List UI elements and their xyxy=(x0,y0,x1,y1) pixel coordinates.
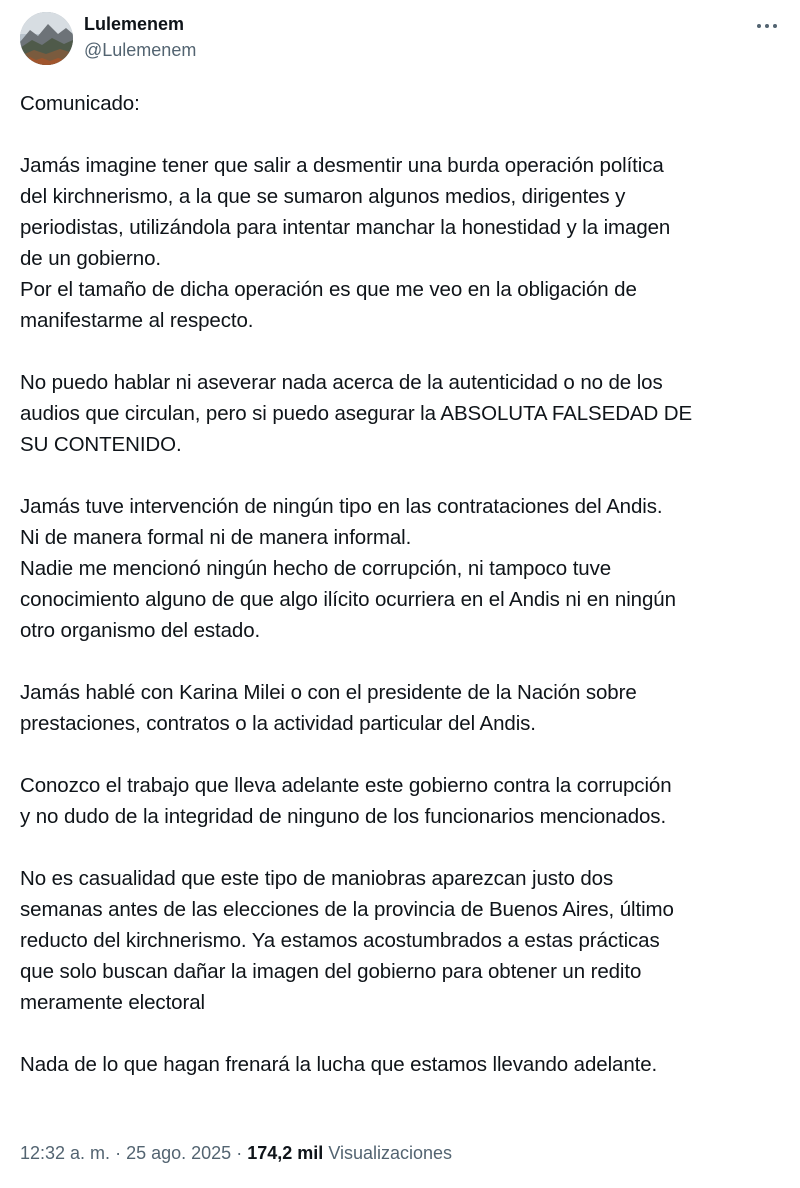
tweet-header xyxy=(20,12,786,68)
tweet-line: que solo buscan dañar la imagen del gobierno para obtener un redito xyxy=(20,960,642,983)
meta-separator: · xyxy=(115,1143,122,1163)
tweet-paragraph xyxy=(20,770,786,832)
tweet-time[interactable]: 12:32 a. m. xyxy=(20,1143,111,1163)
tweet-line: No puedo hablar ni aseverar nada acerca de la autenticidad o no de los xyxy=(20,371,663,394)
views-label: Visualizaciones xyxy=(328,1143,453,1163)
tweet-paragraph xyxy=(20,677,786,739)
author-display-name[interactable]: Lulemenem xyxy=(84,14,185,34)
tweet-line: audios que circulan, pero si puedo asegurar la ABSOLUTA FALSEDAD DE xyxy=(20,402,693,425)
meta-separator: · xyxy=(236,1143,243,1163)
tweet-line: Conozco el trabajo que lleva adelante este gobierno contra la corrupción xyxy=(20,774,672,797)
views-count: 174,2 mil xyxy=(247,1143,324,1163)
tweet-date[interactable]: 25 ago. 2025 xyxy=(126,1143,232,1163)
tweet-line: y no dudo de la integridad de ninguno de los funcionarios mencionados. xyxy=(20,805,667,828)
tweet-line: meramente electoral xyxy=(20,991,205,1014)
tweet-line: otro organismo del estado. xyxy=(20,619,261,642)
mountain-landscape-icon xyxy=(20,12,73,65)
tweet-line: Nada de lo que hagan frenará la lucha que estamos llevando adelante. xyxy=(20,1053,658,1076)
tweet-line: No es casualidad que este tipo de maniobras aparezcan justo dos xyxy=(20,867,614,890)
tweet-line: Ni de manera formal ni de manera informal. xyxy=(20,526,412,549)
tweet-line: SU CONTENIDO. xyxy=(20,433,182,456)
tweet-text xyxy=(20,88,786,1111)
more-horizontal-icon[interactable] xyxy=(754,16,780,36)
tweet-line: semanas antes de las elecciones de la provincia de Buenos Aires, último xyxy=(20,898,674,921)
tweet-paragraph xyxy=(20,863,786,1018)
tweet-paragraph xyxy=(20,150,786,336)
tweet-line: Jamás hablé con Karina Milei o con el presidente de la Nación sobre xyxy=(20,681,637,704)
tweet-paragraph xyxy=(20,88,786,119)
tweet-line: del kirchnerismo, a la que se sumaron algunos medios, dirigentes y xyxy=(20,185,626,208)
author-handle[interactable]: @Lulemenem xyxy=(84,40,197,60)
tweet-meta xyxy=(20,1141,452,1165)
tweet-line: reducto del kirchnerismo. Ya estamos acostumbrados a estas prácticas xyxy=(20,929,660,952)
tweet-line: periodistas, utilizándola para intentar manchar la honestidad y la imagen xyxy=(20,216,671,239)
tweet-line: Jamás imagine tener que salir a desmentir una burda operación política xyxy=(20,154,664,177)
tweet-line: manifestarme al respecto. xyxy=(20,309,254,332)
tweet-line: prestaciones, contratos o la actividad particular del Andis. xyxy=(20,712,536,735)
tweet-line: Jamás tuve intervención de ningún tipo en las contrataciones del Andis. xyxy=(20,495,663,518)
tweet-paragraph xyxy=(20,1049,786,1080)
tweet-line: conocimiento alguno de que algo ilícito ocurriera en el Andis ni en ningún xyxy=(20,588,676,611)
avatar[interactable] xyxy=(20,12,73,65)
tweet-line: Comunicado: xyxy=(20,92,140,115)
tweet-paragraph xyxy=(20,491,786,646)
tweet-line: Por el tamaño de dicha operación es que me veo en la obligación de xyxy=(20,278,637,301)
tweet-line: Nadie me mencionó ningún hecho de corrupción, ni tampoco tuve xyxy=(20,557,612,580)
tweet-line: de un gobierno. xyxy=(20,247,161,270)
author-names xyxy=(84,13,196,62)
tweet-paragraph xyxy=(20,367,786,460)
